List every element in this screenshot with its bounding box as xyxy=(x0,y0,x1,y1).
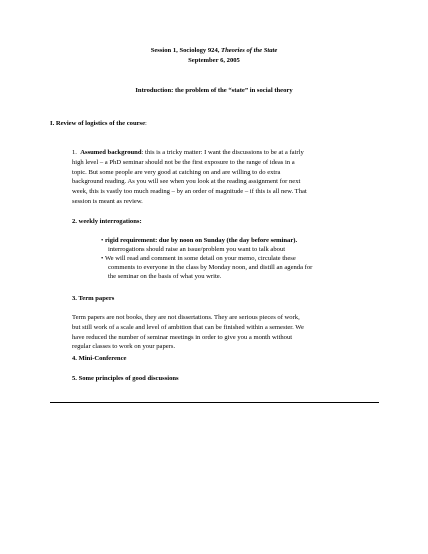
section-heading-text: I. Review of logistics of the course xyxy=(50,120,146,127)
item-1-line: session is meant as review. xyxy=(72,197,143,205)
bullet-1-line: interrogations should raise an issue/problem you want to talk about xyxy=(108,246,286,253)
item-3-line: Term papers are not books, they are not dissertations. They are serious pieces of work, xyxy=(72,314,300,321)
item-1-line: background reading. As you will see when you look at the reading assignment for next xyxy=(72,178,301,186)
item-3-line: have reduced the number of seminar meetings in order to give you a month without xyxy=(72,333,293,341)
item-1-line: topic. But some people are very good at catching on and are willing to do extra xyxy=(72,168,281,176)
bullet-2-line: comments to everyone in the class by Monday noon, and distill an agenda for xyxy=(108,264,313,271)
title-italic: Theories of the State xyxy=(221,47,278,54)
bullet-2-symbol: • xyxy=(101,255,104,262)
document-title xyxy=(0,46,428,56)
bullet-1-symbol: • xyxy=(101,237,104,244)
item-3-line: regular classes to work on your papers. xyxy=(72,343,176,351)
item-4-heading: 4. Mini-Conference xyxy=(72,355,127,362)
item-1-first-line xyxy=(72,148,378,158)
bullet-2-line: the seminar on the basis of what you write. xyxy=(108,273,222,280)
item-1-line: week, this is vastly too much reading – by an order of magnitude – if this is all new. That xyxy=(72,188,307,196)
item-2-heading: 2. weekly interrogations: xyxy=(72,218,142,225)
item-3-heading: 3. Term papers xyxy=(72,295,115,302)
bullet-1-bold-text: rigid requirement: due by noon on Sunday (the day before seminar). xyxy=(104,237,298,244)
item-5-heading: 5. Some principles of good discussions xyxy=(72,375,179,382)
horizontal-rule xyxy=(50,402,379,403)
section-heading xyxy=(50,119,147,129)
item-1-number: 1. xyxy=(72,149,77,156)
item-3-line: but still work of a scale and level of ambition that can be finished within a semester. We xyxy=(72,323,304,331)
item-1-line: : this is a tricky matter: I want the discussions to be at a fairly xyxy=(141,149,304,156)
bullet-2-line: We will read and comment in some detail on your memo, circulate these xyxy=(104,255,296,262)
item-1-line: high level – a PhD seminar should not be the first exposure to the range of ideas in a xyxy=(72,158,295,166)
item-1-label: Assumed background xyxy=(80,149,142,156)
section-heading-suffix: : xyxy=(145,120,147,127)
document-subtitle: Introduction: the problem of the “state” in social theory xyxy=(135,87,293,94)
document-date: September 6, 2005 xyxy=(188,57,240,64)
title-prefix: Session 1, Sociology 924, xyxy=(150,47,222,54)
item-1-paragraph xyxy=(72,148,378,207)
item-3-paragraph xyxy=(72,313,378,352)
